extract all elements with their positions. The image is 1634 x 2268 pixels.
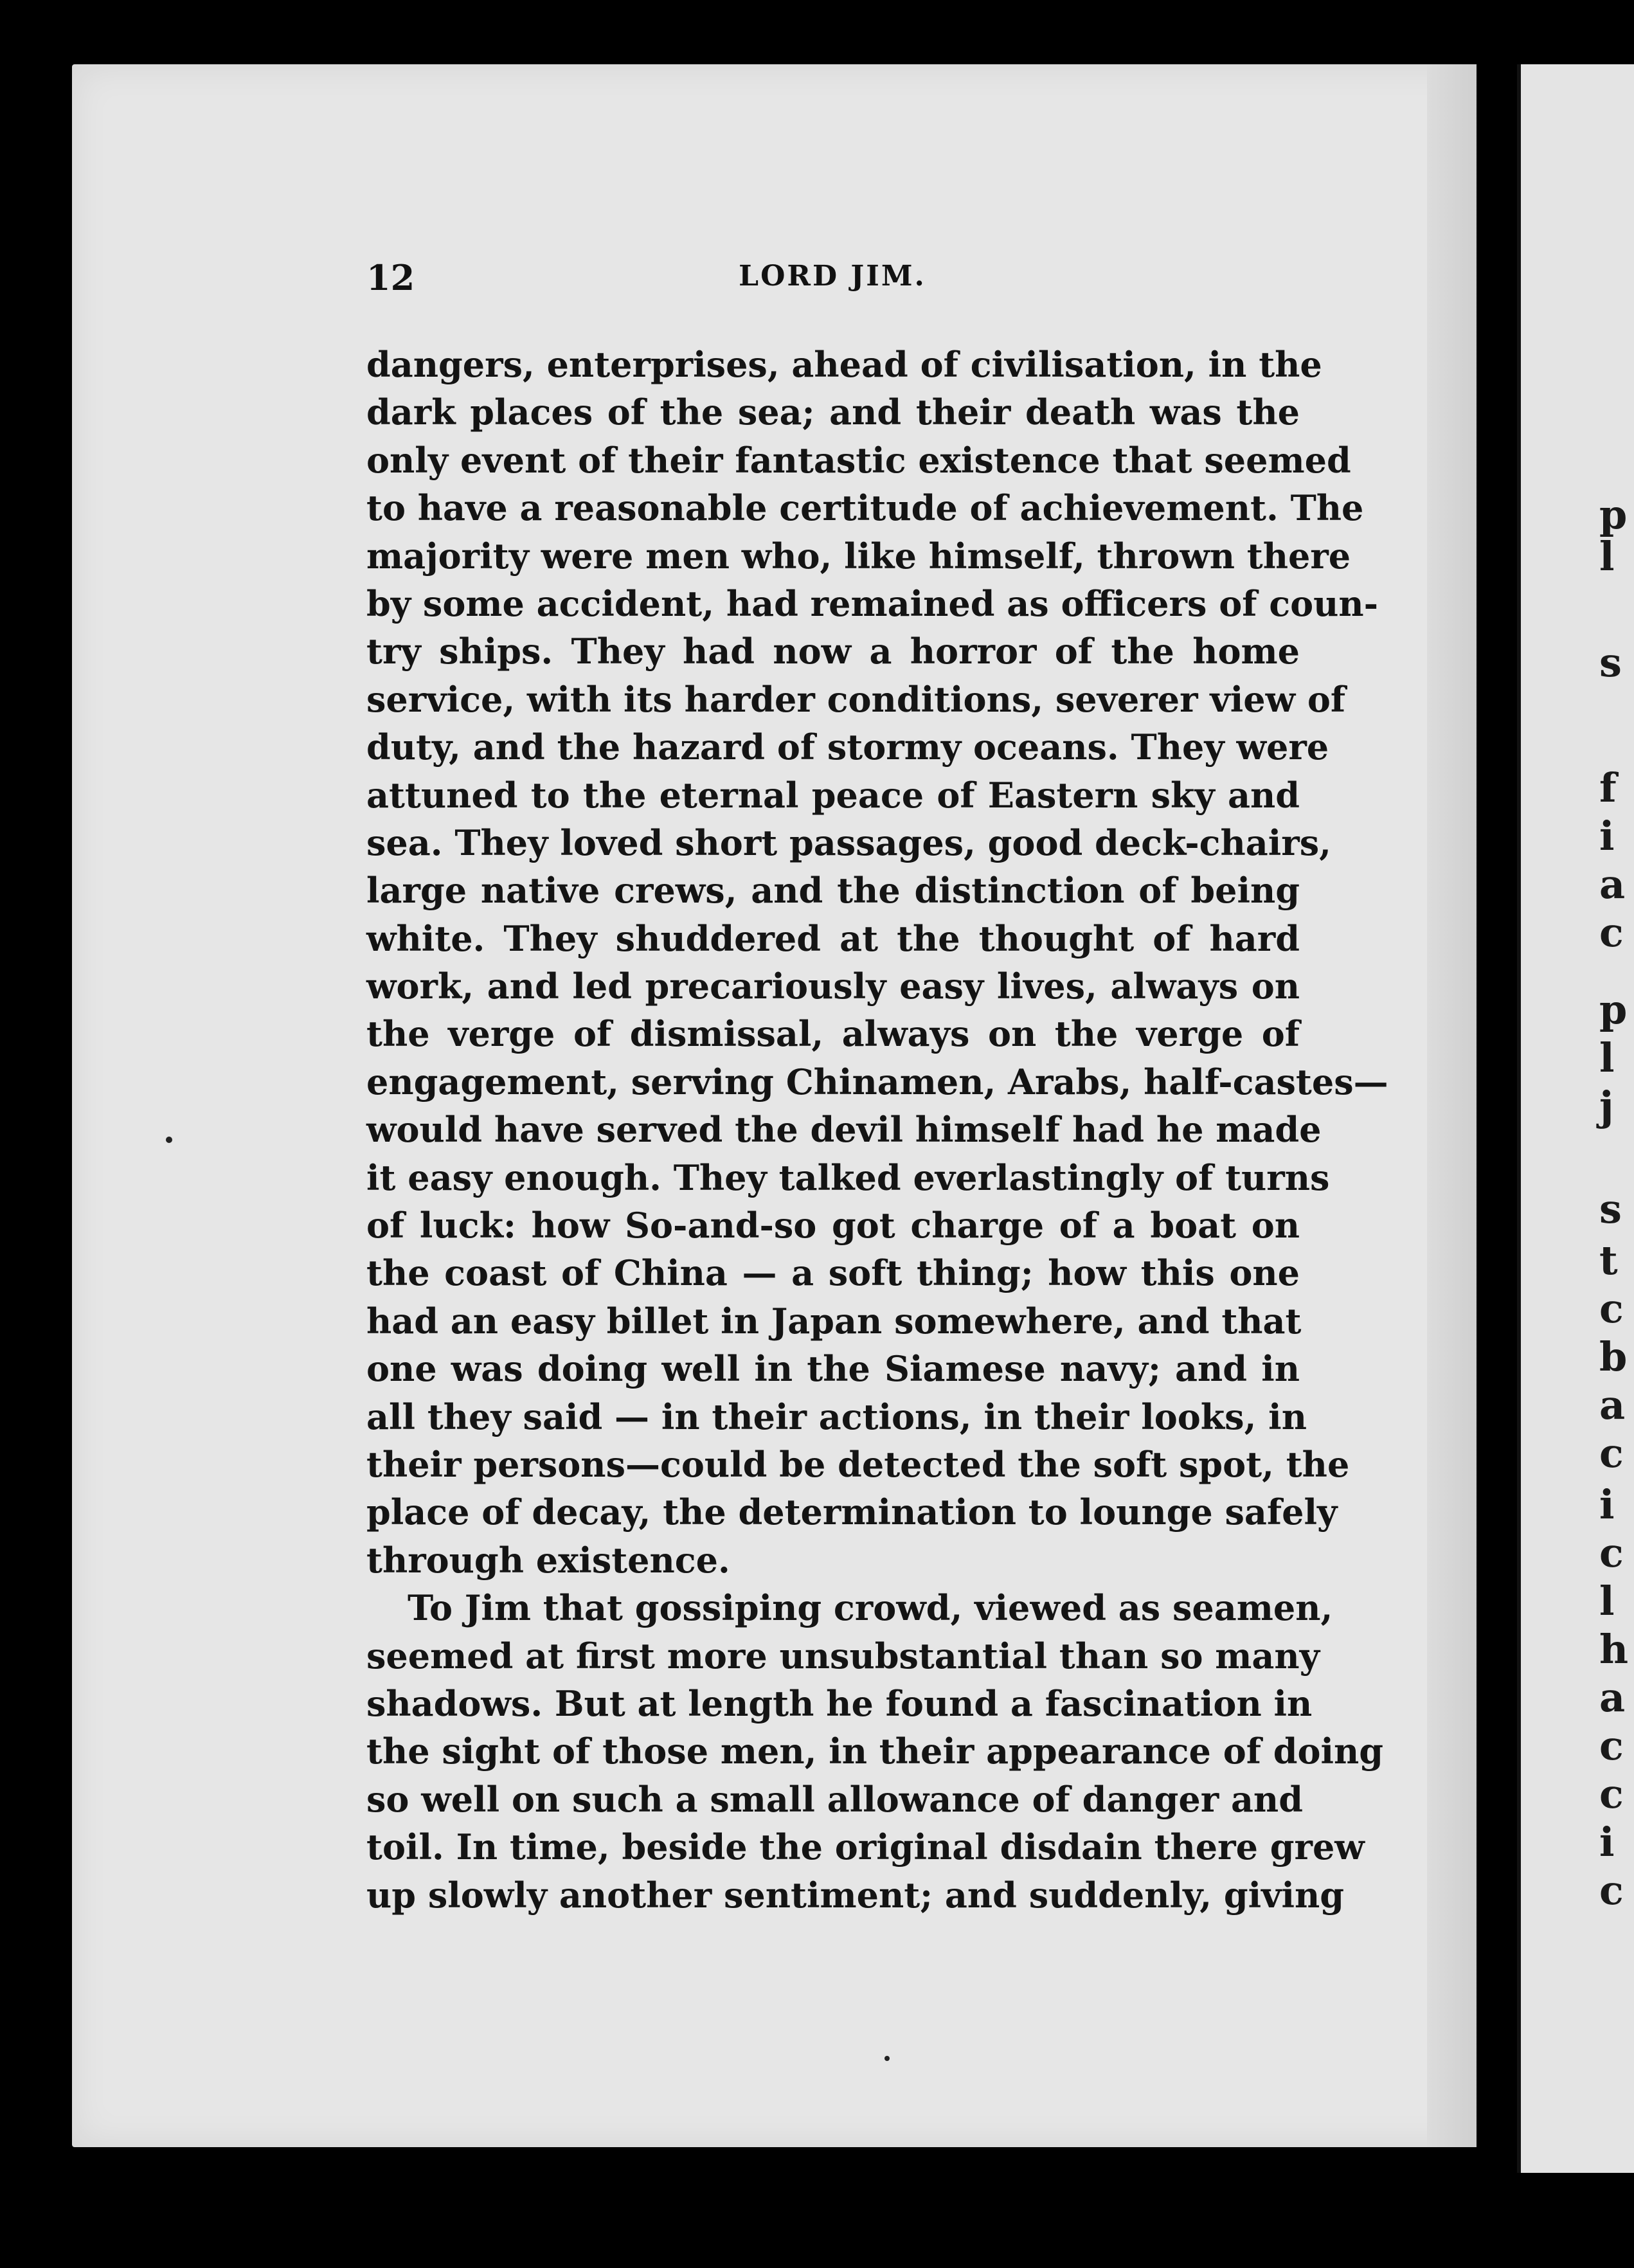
text-line: To Jim that gossiping crowd, viewed as seamen, bbox=[408, 1587, 1333, 1629]
text-line: one was doing well in the Siamese navy; and in bbox=[366, 1348, 1300, 1390]
book-title: LORD JIM. bbox=[739, 260, 926, 292]
adjacent-page-letter: l bbox=[1599, 1578, 1615, 1625]
adjacent-page-letter: p bbox=[1599, 986, 1628, 1033]
text-line: dangers, enterprises, ahead of civilisation, in the bbox=[366, 344, 1322, 385]
text-line: large native crews, and the distinction of being bbox=[366, 870, 1300, 912]
text-line: try ships. They had now a horror of the home bbox=[366, 631, 1300, 672]
text-line: dark places of the sea; and their death was the bbox=[366, 392, 1300, 433]
text-line: it easy enough. They talked everlastingly of turns bbox=[366, 1156, 1330, 1198]
page-number: 12 bbox=[366, 257, 415, 298]
text-line: had an easy billet in Japan somewhere, and that bbox=[366, 1300, 1302, 1342]
adjacent-page-letter: i bbox=[1599, 813, 1615, 860]
adjacent-page-letter: c bbox=[1599, 1770, 1624, 1817]
adjacent-page-letter: a bbox=[1599, 1382, 1626, 1428]
adjacent-page-letter: i bbox=[1599, 1481, 1615, 1528]
body-text bbox=[366, 341, 1388, 1919]
adjacent-page-letter: p bbox=[1599, 491, 1628, 538]
adjacent-page-letter: c bbox=[1599, 1529, 1624, 1576]
adjacent-page-letter: l bbox=[1599, 1034, 1615, 1081]
adjacent-page-letter: f bbox=[1599, 764, 1617, 811]
text-line: would have served the devil himself had he made bbox=[366, 1109, 1322, 1151]
text-line: place of decay, the determination to lounge safely bbox=[366, 1491, 1338, 1533]
text-line: to have a reasonable certitude of achievement. The bbox=[366, 487, 1364, 529]
text-line: attuned to the eternal peace of Eastern sky and bbox=[366, 774, 1300, 816]
adjacent-page-letter: s bbox=[1599, 639, 1622, 686]
adjacent-page-letter: c bbox=[1599, 1867, 1624, 1914]
text-line: by some accident, had remained as officers of coun- bbox=[366, 582, 1379, 624]
adjacent-page-letter: h bbox=[1599, 1626, 1629, 1673]
text-line: the sight of those men, in their appearance of doing bbox=[366, 1731, 1384, 1772]
text-line: up slowly another sentiment; and suddenly, giving bbox=[366, 1874, 1345, 1916]
text-line: work, and led precariously easy lives, always on bbox=[366, 966, 1300, 1007]
adjacent-page-letter: a bbox=[1599, 861, 1626, 908]
adjacent-page-letter: j bbox=[1599, 1083, 1614, 1130]
text-line: through existence. bbox=[366, 1539, 730, 1581]
text-line: service, with its harder conditions, severer view of bbox=[366, 678, 1346, 720]
text-line: duty, and the hazard of stormy oceans. They were bbox=[366, 726, 1329, 768]
running-head bbox=[366, 257, 1298, 302]
adjacent-page-letter: c bbox=[1599, 1285, 1624, 1332]
text-line: shadows. But at length he found a fascination in bbox=[366, 1682, 1313, 1724]
text-line: all they said — in their actions, in their looks, in bbox=[366, 1396, 1307, 1437]
text-line: so well on such a small allowance of danger and bbox=[366, 1778, 1303, 1820]
adjacent-page-letter: i bbox=[1599, 1819, 1615, 1866]
adjacent-page-letter: s bbox=[1599, 1185, 1622, 1232]
adjacent-page-letter: c bbox=[1599, 909, 1624, 956]
adjacent-page-letter: t bbox=[1599, 1237, 1618, 1284]
text-line: seemed at first more unsubstantial than so many bbox=[366, 1635, 1320, 1677]
page-edge bbox=[1427, 64, 1477, 2147]
text-line: the verge of dismissal, always on the verge of bbox=[366, 1013, 1300, 1055]
adjacent-page bbox=[1517, 64, 1634, 2173]
ink-speck bbox=[884, 2056, 890, 2061]
adjacent-page-letter: a bbox=[1599, 1674, 1626, 1721]
text-line: white. They shuddered at the thought of hard bbox=[366, 917, 1300, 959]
text-line: only event of their fantastic existence that seemed bbox=[366, 439, 1351, 481]
adjacent-page-letter: b bbox=[1599, 1333, 1628, 1380]
text-line: majority were men who, like himself, thrown there bbox=[366, 535, 1351, 577]
text-line: toil. In time, beside the original disdain there grew bbox=[366, 1826, 1365, 1868]
text-line: their persons—could be detected the soft spot, the bbox=[366, 1443, 1350, 1485]
adjacent-page-letter: c bbox=[1599, 1430, 1624, 1477]
ink-speck bbox=[166, 1137, 172, 1143]
text-line: the coast of China — a soft thing; how this one bbox=[366, 1252, 1300, 1294]
adjacent-page-letter: l bbox=[1599, 533, 1615, 580]
text-line: of luck: how So-and-so got charge of a boat on bbox=[366, 1205, 1300, 1246]
adjacent-page-letter: c bbox=[1599, 1722, 1624, 1769]
text-line: engagement, serving Chinamen, Arabs, half-castes— bbox=[366, 1061, 1388, 1102]
text-line: sea. They loved short passages, good deck-chairs, bbox=[366, 822, 1331, 863]
